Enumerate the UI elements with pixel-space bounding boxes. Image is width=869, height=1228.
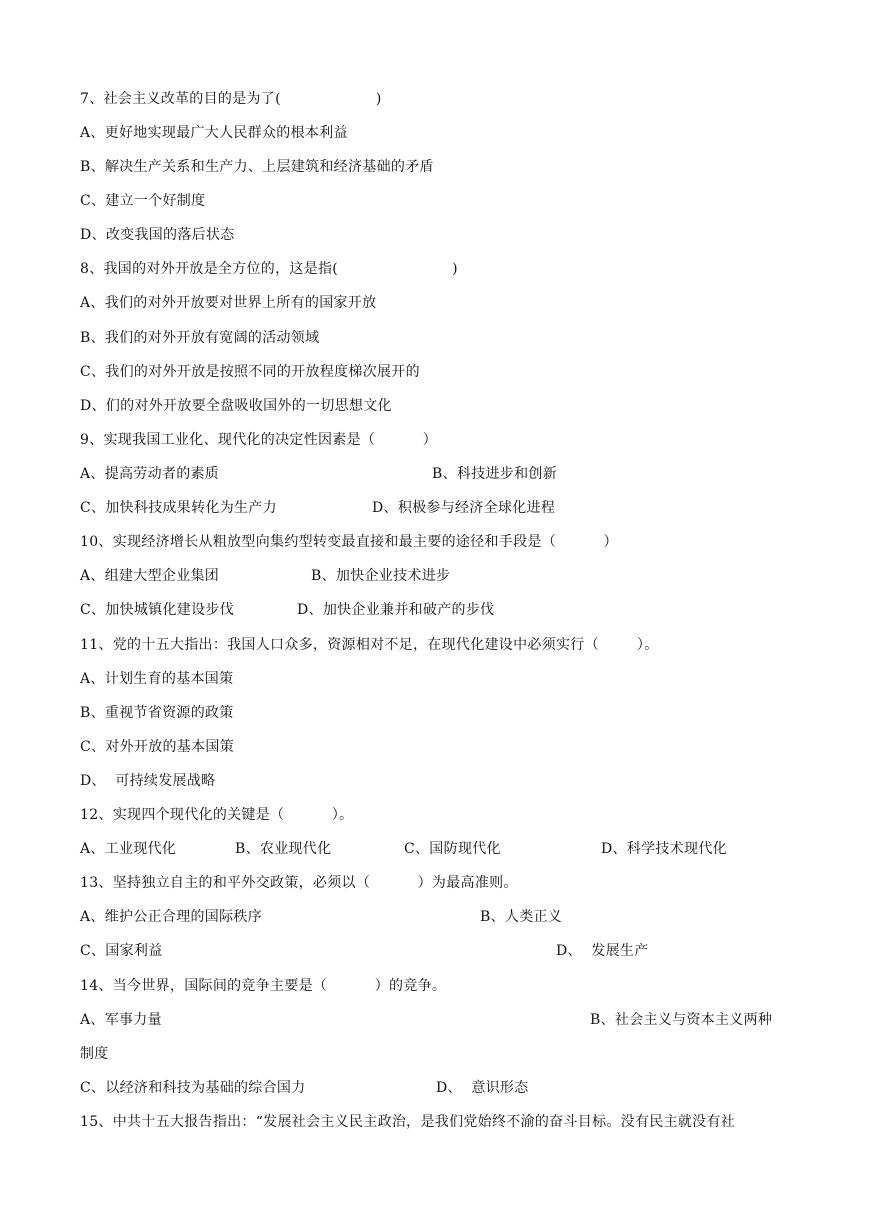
question-7-option-c: C、建立一个好制度 [80, 193, 206, 209]
question-13-option-d: D、 发展生产 [556, 943, 649, 959]
question-10-option-d: D、加快企业兼并和破产的步伐 [297, 602, 495, 618]
question-7-option-a: A、更好地实现最广大人民群众的根本利益 [80, 125, 348, 141]
question-14-option-c: C、以经济和科技为基础的综合国力 [80, 1080, 306, 1096]
question-13-option-c: C、国家利益 [80, 943, 163, 959]
question-10-option-a: A、组建大型企业集团 [80, 568, 220, 584]
question-13-option-a: A、维护公正合理的国际秩序 [80, 909, 263, 925]
question-9-stem: 9、实现我国工业化、现代化的决定性因素是（ ） [80, 432, 438, 448]
question-9-option-b: B、科技进步和创新 [432, 466, 557, 482]
question-11-stem: 11、党的十五大指出：我国人口众多，资源相对不足，在现代化建设中必须实行（ ）。 [80, 637, 659, 653]
question-14-option-a: A、军事力量 [80, 1012, 162, 1028]
question-14-stem: 14、当今世界，国际间的竞争主要是（ ）的竞争。 [80, 978, 447, 994]
question-14-option-b-continuation: 制度 [80, 1046, 109, 1062]
question-12-option-b: B、农业现代化 [235, 841, 332, 857]
question-14-option-b: B、社会主义与资本主义两种 [590, 1012, 773, 1028]
question-8-option-d: D、们的对外开放要全盘吸收国外的一切思想文化 [80, 398, 392, 414]
question-15-stem: 15、中共十五大报告指出：“发展社会主义民主政治，是我们党始终不渝的奋斗目标。没有民主就没有社 [80, 1114, 736, 1130]
question-13-stem: 13、坚持独立自主的和平外交政策，必须以（ ）为最高准则。 [80, 875, 518, 891]
question-10-stem: 10、实现经济增长从粗放型向集约型转变最直接和最主要的途径和手段是（ ） [80, 534, 618, 550]
question-9-option-c: C、加快科技成果转化为生产力 [80, 500, 277, 516]
question-9-option-a: A、提高劳动者的素质 [80, 466, 220, 482]
question-12-option-c: C、国防现代化 [404, 841, 501, 857]
question-8-option-b: B、我们的对外开放有宽阔的活动领域 [80, 330, 320, 346]
question-14-option-d: D、 意识形态 [436, 1080, 529, 1096]
question-7-option-d: D、改变我国的落后状态 [80, 227, 235, 243]
question-10-option-c: C、加快城镇化建设步伐 [80, 602, 235, 618]
question-8-stem: 8、我国的对外开放是全方位的，这是指( ) [80, 261, 458, 277]
question-11-option-d: D、 可持续发展战略 [80, 773, 216, 789]
question-12-option-d: D、科学技术现代化 [601, 841, 727, 857]
question-9-option-d: D、积极参与经济全球化进程 [372, 500, 556, 516]
question-10-option-b: B、加快企业技术进步 [311, 568, 451, 584]
question-7-stem: 7、社会主义改革的目的是为了( ) [80, 91, 382, 107]
question-8-option-a: A、我们的对外开放要对世界上所有的国家开放 [80, 295, 377, 311]
question-11-option-c: C、对外开放的基本国策 [80, 739, 235, 755]
question-12-option-a: A、工业现代化 [80, 841, 177, 857]
question-11-option-b: B、重视节省资源的政策 [80, 705, 234, 721]
question-11-option-a: A、计划生育的基本国策 [80, 671, 234, 687]
question-8-option-c: C、我们的对外开放是按照不同的开放程度梯次展开的 [80, 364, 420, 380]
question-13-option-b: B、人类正义 [480, 909, 563, 925]
question-12-stem: 12、实现四个现代化的关键是（ ）。 [80, 807, 354, 823]
question-7-option-b: B、解决生产关系和生产力、上层建筑和经济基础的矛盾 [80, 159, 434, 175]
